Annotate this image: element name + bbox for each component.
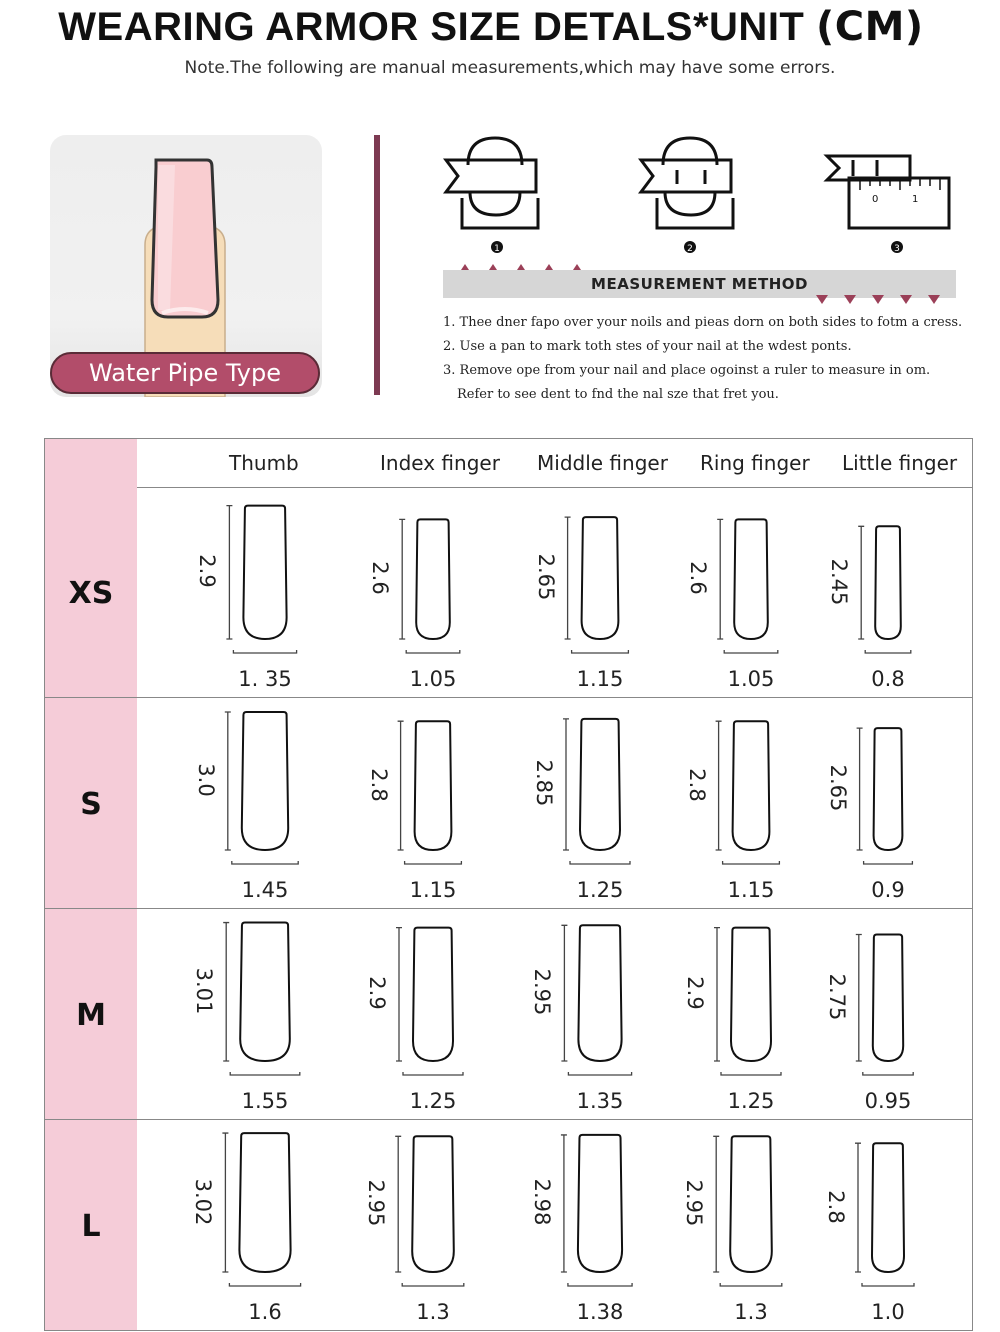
step1-marker-label: 1: [494, 244, 500, 254]
page-title: [0, 4, 982, 50]
width-bracket: [862, 1283, 914, 1286]
length-value: 2.45: [827, 558, 852, 606]
nail-outline: [733, 721, 770, 850]
measurement-steps: [443, 311, 988, 407]
step-1-text: 1. Thee dner fapo over your noils and pieas dorn on both sides to fotm a cress.: [443, 315, 963, 330]
length-value: 2.6: [368, 561, 393, 595]
width-value: 1.6: [248, 1300, 282, 1324]
nail-outline: [730, 1136, 772, 1272]
width-value: 1.15: [576, 667, 624, 691]
nail-outline: [578, 925, 621, 1061]
width-bracket: [405, 861, 462, 864]
title-unit: (CM): [815, 4, 924, 50]
nail-outline: [416, 519, 450, 639]
width-value: 0.95: [864, 1089, 912, 1113]
nail-shape-m-0: [223, 923, 300, 1075]
length-value: 2.65: [533, 553, 558, 601]
nail-shape-s-3: [716, 721, 780, 864]
nail-shape-l-1: [395, 1136, 464, 1286]
length-bracket: [223, 923, 229, 1061]
width-bracket: [863, 1072, 913, 1075]
width-value: 1.35: [576, 1089, 624, 1113]
nail-outline: [734, 519, 768, 639]
width-value: 1.25: [409, 1089, 457, 1113]
width-value: 1.3: [416, 1300, 450, 1324]
length-bracket: [396, 928, 402, 1061]
width-value: 1.25: [576, 878, 624, 902]
length-bracket: [856, 935, 862, 1062]
ruler-mark-0: 0: [872, 194, 879, 205]
length-value: 2.9: [365, 976, 389, 1010]
width-value: 1.38: [576, 1300, 624, 1324]
width-value: 0.8: [871, 667, 905, 691]
width-value: 1.15: [727, 878, 775, 902]
nail-shape-m-4: [856, 935, 913, 1076]
width-value: 1.05: [727, 667, 775, 691]
step-3-text: 3. Remove ope from your nail and place ogoinst a ruler to measure in om.: [443, 363, 931, 378]
length-bracket: [561, 925, 567, 1061]
width-bracket: [568, 1283, 632, 1286]
step2-marker-label: 2: [687, 244, 693, 254]
length-bracket: [225, 712, 231, 850]
length-value: 2.6: [686, 561, 711, 595]
nail-shape-m-3: [714, 928, 781, 1075]
width-value: 1.05: [409, 667, 457, 691]
width-bracket: [864, 861, 913, 864]
length-value: 2.95: [364, 1179, 389, 1227]
length-value: 2.8: [824, 1189, 848, 1224]
length-bracket: [716, 721, 722, 850]
nail-outline: [874, 728, 903, 850]
width-bracket: [724, 650, 778, 653]
length-bracket: [222, 1133, 228, 1272]
width-bracket: [232, 861, 298, 864]
width-value: 1.25: [727, 1089, 775, 1113]
width-value: 1.55: [241, 1089, 289, 1113]
step3-marker-label: 3: [894, 244, 900, 254]
nail-shape-s-2: [563, 719, 630, 864]
nail-outline: [731, 928, 771, 1061]
length-value: 2.8: [684, 767, 709, 802]
width-bracket: [721, 1072, 781, 1075]
size-label-l: L: [81, 1209, 101, 1244]
nail-shape-xs-4: [858, 526, 911, 653]
length-value: 3.0: [193, 763, 218, 797]
length-value: 2.85: [532, 760, 556, 807]
width-bracket: [865, 650, 911, 653]
width-bracket: [568, 1072, 631, 1075]
step1-tape-icon: [446, 138, 538, 228]
nail-shape-l-4: [855, 1143, 914, 1286]
step-2-text: 2. Use a pan to mark toth stes of your nail at the wdest ponts.: [443, 339, 852, 354]
width-bracket: [402, 1283, 464, 1286]
col-header-index: Index finger: [380, 451, 500, 475]
col-header-ring: Ring finger: [700, 451, 810, 475]
nail-shape-xs-1: [399, 519, 460, 653]
width-value: 1.3: [734, 1300, 768, 1324]
length-bracket: [858, 526, 864, 639]
nail-outline: [413, 928, 453, 1061]
title-text: WEARING ARMOR SIZE DETALS*UNIT: [58, 5, 805, 49]
nail-outline: [239, 1133, 290, 1272]
length-value: 2.95: [530, 968, 555, 1016]
measurement-diagrams: [440, 130, 960, 270]
length-value: 2.95: [682, 1179, 707, 1227]
length-bracket: [563, 719, 569, 850]
length-bracket: [561, 1135, 567, 1272]
nail-shape-s-1: [398, 721, 462, 864]
nail-outline: [580, 719, 620, 850]
size-table: [44, 438, 973, 1331]
nail-outline: [243, 506, 286, 639]
nail-shape-s-0: [225, 712, 298, 864]
length-bracket: [398, 721, 404, 850]
nail-outline: [415, 721, 452, 850]
width-value: 0.9: [871, 878, 905, 902]
nail-shape-m-2: [561, 925, 631, 1075]
col-header-thumb: Thumb: [229, 451, 299, 475]
nail-shape-l-3: [713, 1136, 782, 1286]
section-divider: [374, 135, 380, 395]
step3-ruler-icon: [827, 156, 949, 228]
width-bracket: [572, 650, 629, 653]
length-value: 2.65: [825, 764, 850, 812]
length-bracket: [395, 1136, 401, 1272]
nail-outline: [412, 1136, 454, 1272]
length-value: 2.75: [824, 973, 849, 1021]
width-value: 1. 35: [238, 667, 292, 691]
nail-shape-l-2: [561, 1135, 632, 1286]
nail-outline: [582, 517, 619, 639]
nail-shape-xs-3: [717, 519, 778, 653]
nail-shape-xs-2: [565, 517, 629, 653]
nail-shape-m-1: [396, 928, 463, 1075]
length-bracket: [717, 519, 723, 639]
width-value: 1.0: [871, 1300, 905, 1324]
width-bracket: [720, 1283, 782, 1286]
width-bracket: [570, 861, 630, 864]
length-value: 3.01: [192, 967, 217, 1015]
width-bracket: [233, 650, 296, 653]
length-bracket: [714, 928, 720, 1061]
nail-outline: [242, 712, 288, 850]
nail-shape-l-0: [222, 1133, 300, 1286]
triangle-decor-bottom: [812, 294, 942, 306]
length-bracket: [855, 1143, 861, 1272]
length-bracket: [226, 506, 232, 639]
width-bracket: [230, 1072, 300, 1075]
size-label-m: M: [76, 998, 106, 1033]
width-bracket: [229, 1283, 300, 1286]
nail-shape-s-4: [857, 728, 913, 864]
step-note-text: Refer to see dent to fnd the nal sze that fret you.: [457, 387, 779, 402]
length-bracket: [713, 1136, 719, 1272]
width-value: 1.15: [409, 878, 457, 902]
nail-shape-xs-0: [226, 506, 296, 653]
width-value: 1.45: [241, 878, 289, 902]
length-bracket: [565, 517, 571, 639]
col-header-little: Little finger: [842, 451, 958, 475]
length-value: 2.9: [195, 554, 220, 588]
width-bracket: [723, 861, 780, 864]
ruler-mark-1: 1: [912, 194, 919, 205]
width-bracket: [403, 1072, 463, 1075]
nail-outline: [873, 935, 903, 1062]
col-header-middle: Middle finger: [537, 451, 668, 475]
nail-outline: [872, 1143, 904, 1272]
size-label-s: S: [80, 787, 102, 822]
length-value: 2.9: [683, 976, 707, 1010]
length-value: 3.02: [191, 1178, 216, 1225]
step2-tape-icon: [641, 138, 733, 228]
nail-type-badge: Water Pipe Type: [50, 352, 320, 394]
length-value: 2.98: [529, 1179, 554, 1226]
width-bracket: [406, 650, 460, 653]
length-bracket: [857, 728, 863, 850]
measurement-method-label: MEASUREMENT METHOD: [591, 275, 808, 293]
size-label-xs: XS: [68, 576, 114, 611]
nail-outline: [240, 923, 290, 1061]
length-bracket: [399, 519, 405, 639]
nail-outline: [875, 526, 901, 639]
length-value: 2.8: [366, 767, 391, 802]
nail-outline: [578, 1135, 622, 1272]
measurement-note: Note.The following are manual measurements,which may have some errors.: [184, 58, 836, 78]
